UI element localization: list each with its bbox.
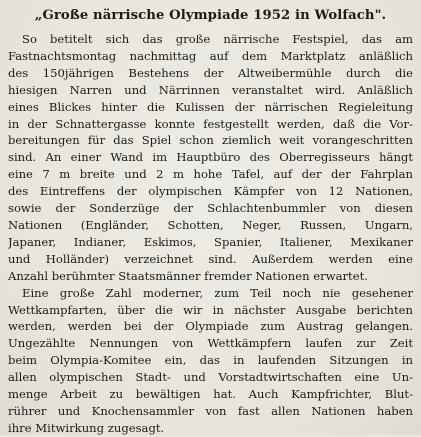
text-line: und Holländer) verzeichnet sind. Außerdem werden eine [8,251,413,266]
text-line: Eine große Zahl moderner, zum Teil noch nie gesehener [22,285,413,300]
text-line: des Eintreffens der olympischen Kämpfer von 12 Nationen, [8,184,413,199]
text-line: allen olympischen Stadt- und Vorstadtwirtschaften eine Un- [8,370,413,385]
text-line: des 150jährigen Bestehens der Altweibermühle durch die [8,65,413,80]
text-line: So betitelt sich das große närrische Festspiel, das am [22,32,413,46]
text-line: hiesigen Narren und Närrinnen veranstaltet wird. Anläßlich [8,82,413,97]
text-line: beim Olympia-Komitee ein, das in laufenden Sitzungen in [8,353,413,368]
text-line: Japaner, Indianer, Eskimos, Spanier, Italiener, Mexikaner [8,234,413,249]
text-line: bereitungen für das Spiel schon ziemlich weit vorangeschritten [8,133,413,148]
text-line: ihre Mitwirkung zugesagt. [8,420,165,435]
text-line: eine 7 m breite und 2 m hohe Tafel, auf der der Fahrplan [8,167,413,182]
text-line: Nationen (Engländer, Schotten, Neger, Russen, Ungarn, [8,217,413,232]
text-line: Anzahl berühmter Staatsmänner fremder Nationen erwartet. [8,268,368,283]
text-line: sowie der Sonderzüge der Schlachtenbummler von diesen [8,201,413,216]
text-line: sind. An einer Wand im Hauptbüro des Oberregisseurs hängt [8,150,413,165]
text-line: in der Schnattergasse konnte festgestellt werden, daß die Vor- [8,116,413,131]
text-line: werden, werden bei der Olympiade zum Austrag gelangen. [8,319,413,334]
text-line: Fastnachtsmontag nachmittag auf dem Marktplatz anläßlich [8,48,413,63]
text-line: rührer und Knochensammler von fast allen Nationen haben [8,403,413,418]
text-line: eines Blickes hinter die Kulissen der närrischen Regieleitung [8,99,413,114]
text-line: Ungezählte Nennungen von Wettkämpfern laufen zur Zeit [8,336,413,351]
article-headline: „Große närrische Olympiade 1952 in Wolfach". [34,8,387,23]
article-paragraph-1 [8,31,413,285]
article-paragraph-2 [8,285,413,437]
text-line: menge Arbeit zu bewältigen hat. Auch Kampfrichter, Blut- [8,387,413,402]
text-line: Wettkampfarten, über die wir in nächster Ausgabe berichten [8,302,413,317]
